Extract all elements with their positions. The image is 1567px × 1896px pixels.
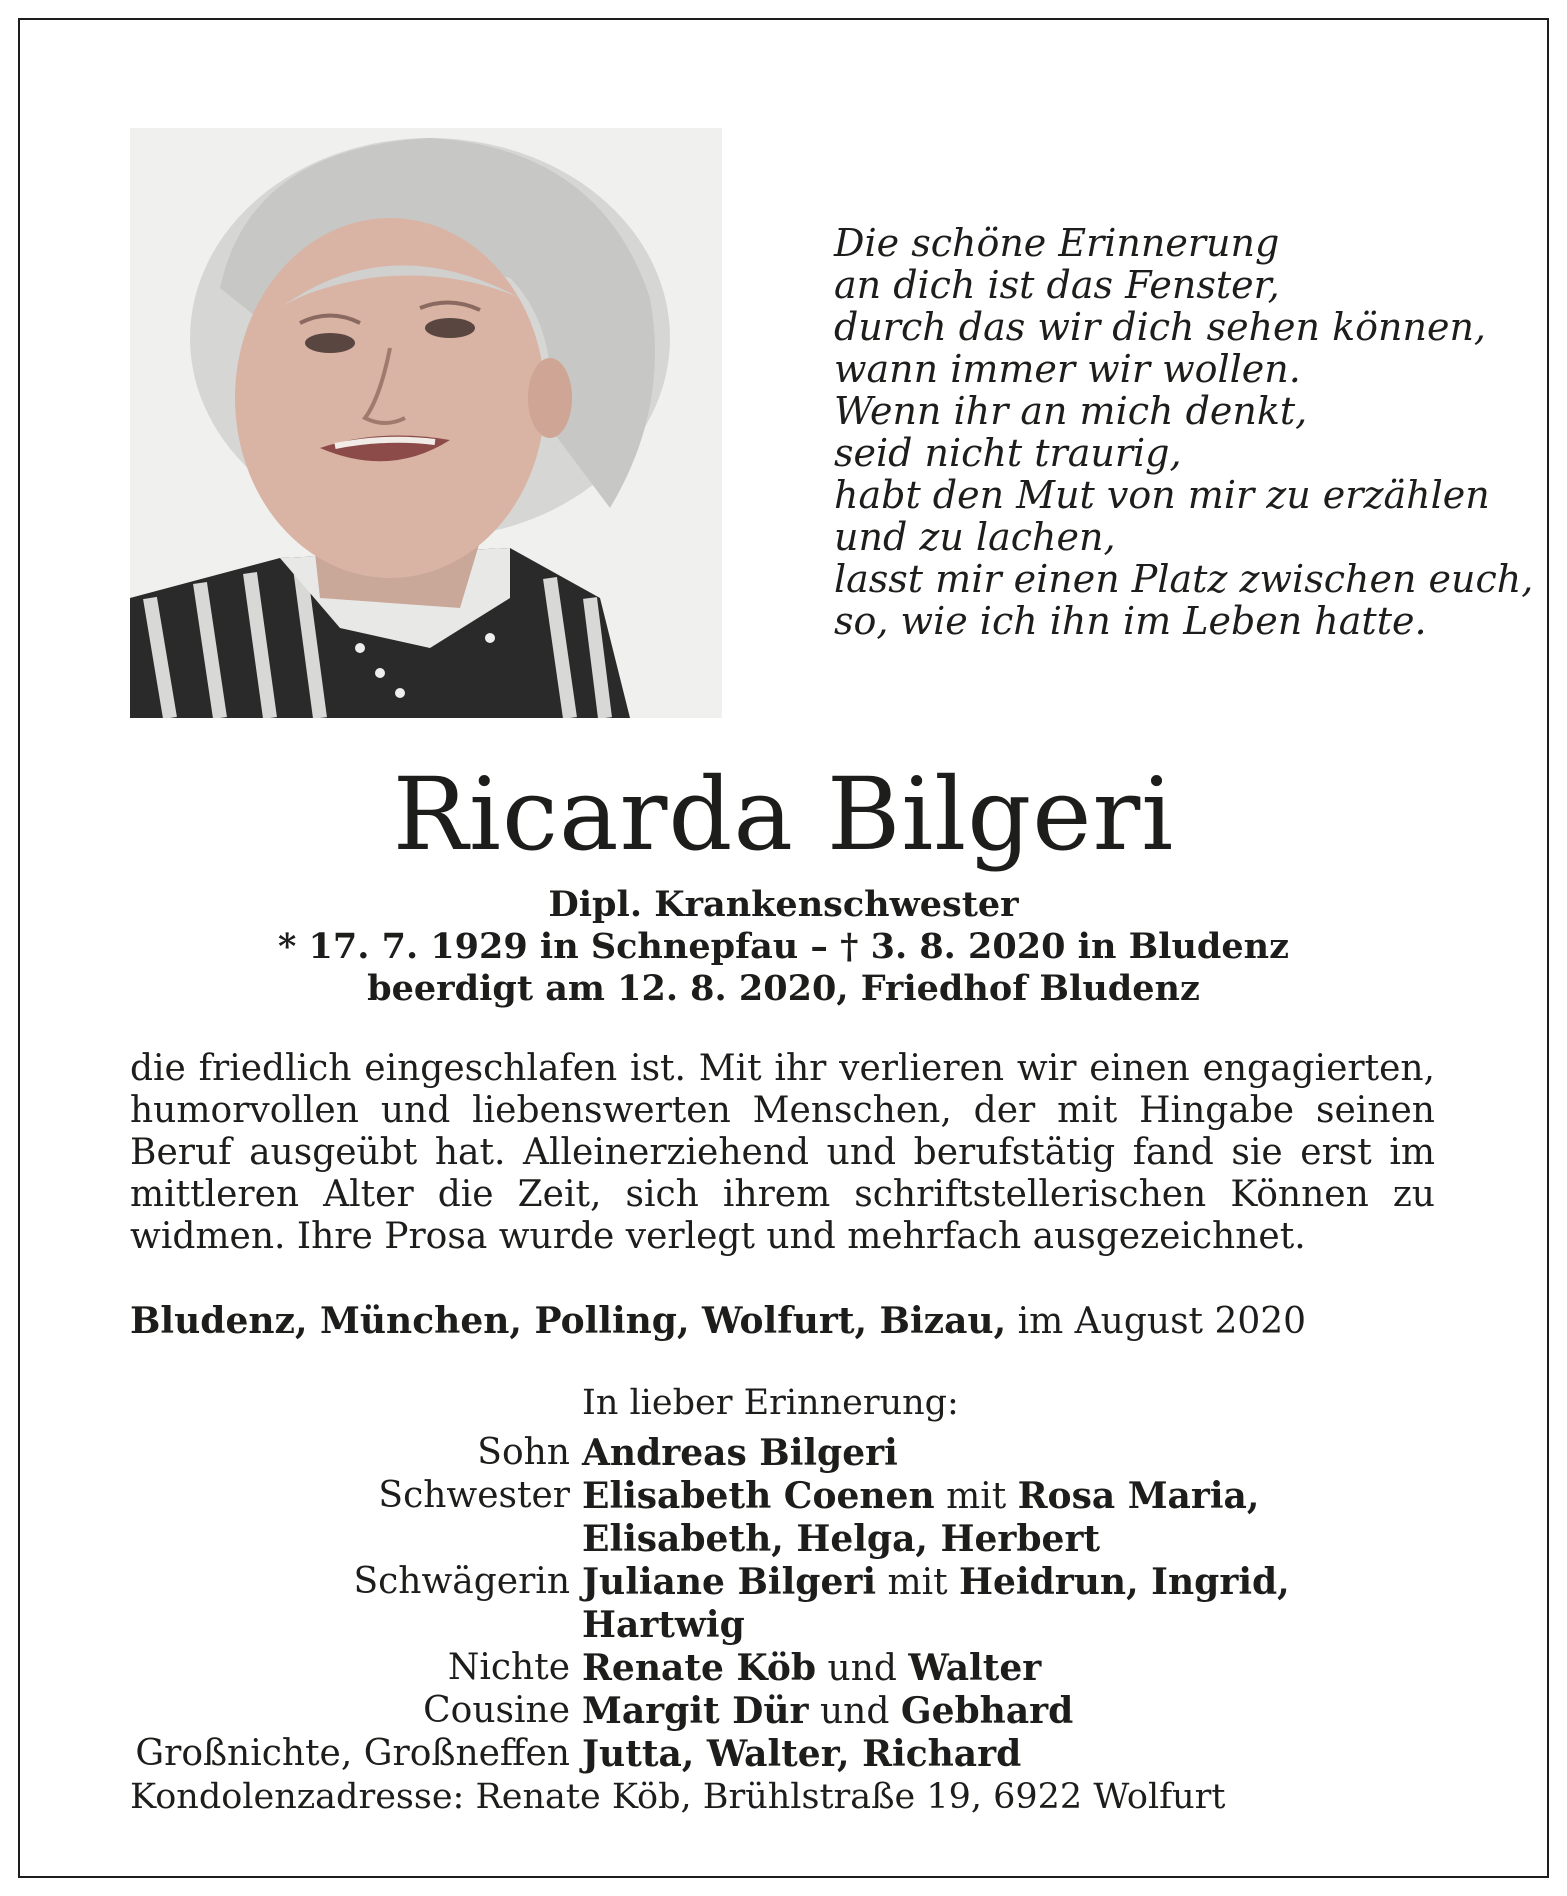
relation-label: Großnichte, Großneffen <box>135 1733 570 1774</box>
relative-name: Walter <box>908 1647 1042 1689</box>
relative-names <box>582 1647 1460 1690</box>
connector-word: mit <box>876 1562 960 1603</box>
poem-line: und zu lachen, <box>834 515 1116 559</box>
memory-heading: In lieber Erinnerung: <box>582 1383 959 1423</box>
relative-name: Juliane Bilgeri <box>582 1561 876 1603</box>
relative-name: Heidrun, Ingrid, Hartwig <box>582 1561 1290 1646</box>
relative-name: Elisabeth Coenen <box>582 1475 935 1517</box>
places-date-line <box>130 1300 1306 1343</box>
life-dates: * 17. 7. 1929 in Schnepfau – † 3. 8. 2020 in Bludenz <box>278 926 1289 967</box>
relative-name: Gebhard <box>900 1690 1074 1732</box>
poem-line: wann immer wir wollen. <box>834 347 1301 391</box>
relative-row <box>130 1647 1460 1690</box>
relative-names <box>582 1733 1460 1776</box>
poem-line: Wenn ihr an mich denkt, <box>834 389 1308 433</box>
relation-label: Sohn <box>477 1432 570 1473</box>
relative-name: Renate Köb <box>582 1647 817 1689</box>
relatives-list <box>130 1432 1460 1776</box>
relative-row <box>130 1561 1460 1647</box>
condolence-address: Kondolenzadresse: Renate Köb, Brühlstraße 19, 6922 Wolfurt <box>130 1777 1226 1817</box>
relative-name: Jutta, Walter, Richard <box>582 1733 1022 1775</box>
date-text: im August 2020 <box>1006 1301 1307 1342</box>
poem-line: habt den Mut von mir zu erzählen <box>834 473 1490 517</box>
poem <box>834 222 1533 642</box>
subtitle-block <box>0 884 1567 1010</box>
poem-line: an dich ist das Fenster, <box>834 263 1280 307</box>
relative-name: Rosa Maria, Elisabeth, Helga, Herbert <box>582 1475 1260 1560</box>
connector-word: mit <box>934 1476 1018 1517</box>
connector-word: und <box>816 1648 909 1689</box>
relative-names <box>582 1690 1460 1733</box>
relative-names <box>582 1475 1460 1561</box>
poem-line: seid nicht traurig, <box>834 431 1182 475</box>
poem-line: so, wie ich ihn im Leben hatte. <box>834 599 1427 643</box>
profession: Dipl. Krankenschwester <box>548 884 1019 925</box>
connector-word: und <box>808 1691 901 1732</box>
relative-row <box>130 1432 1460 1475</box>
relation-label: Nichte <box>447 1647 570 1688</box>
portrait-photo <box>130 128 722 718</box>
relative-names <box>582 1561 1460 1647</box>
relative-name: Andreas Bilgeri <box>582 1432 898 1474</box>
relative-names <box>582 1432 1460 1475</box>
relative-row <box>130 1733 1460 1776</box>
relative-row <box>130 1690 1460 1733</box>
poem-line: lasst mir einen Platz zwischen euch, <box>834 557 1534 601</box>
burial-info: beerdigt am 12. 8. 2020, Friedhof Bludenz <box>367 968 1200 1009</box>
poem-line: durch das wir dich sehen können, <box>834 305 1486 349</box>
relation-label: Schwägerin <box>353 1561 570 1602</box>
relation-label: Schwester <box>378 1475 570 1516</box>
relative-name: Margit Dür <box>582 1690 809 1732</box>
poem-line: Die schöne Erinnerung <box>834 221 1280 265</box>
obituary-text: die friedlich eingeschlafen ist. Mit ihr verlieren wir einen engagierten, humorvollen und liebenswerten Menschen, der mit Hingabe seinen Beruf ausgeübt hat. Alleinerziehend und berufstätig fand sie erst im mittleren Alter die Zeit, sich ihrem schriftstellerischen Können zu widmen. Ihre Prosa wurde verlegt und mehrfach ausgezeichnet. <box>130 1048 1435 1257</box>
relative-row <box>130 1475 1460 1561</box>
places-list: Bludenz, München, Polling, Wolfurt, Bizau, <box>130 1300 1007 1342</box>
deceased-name: Ricarda Bilgeri <box>392 756 1175 873</box>
relation-label: Cousine <box>423 1690 570 1731</box>
